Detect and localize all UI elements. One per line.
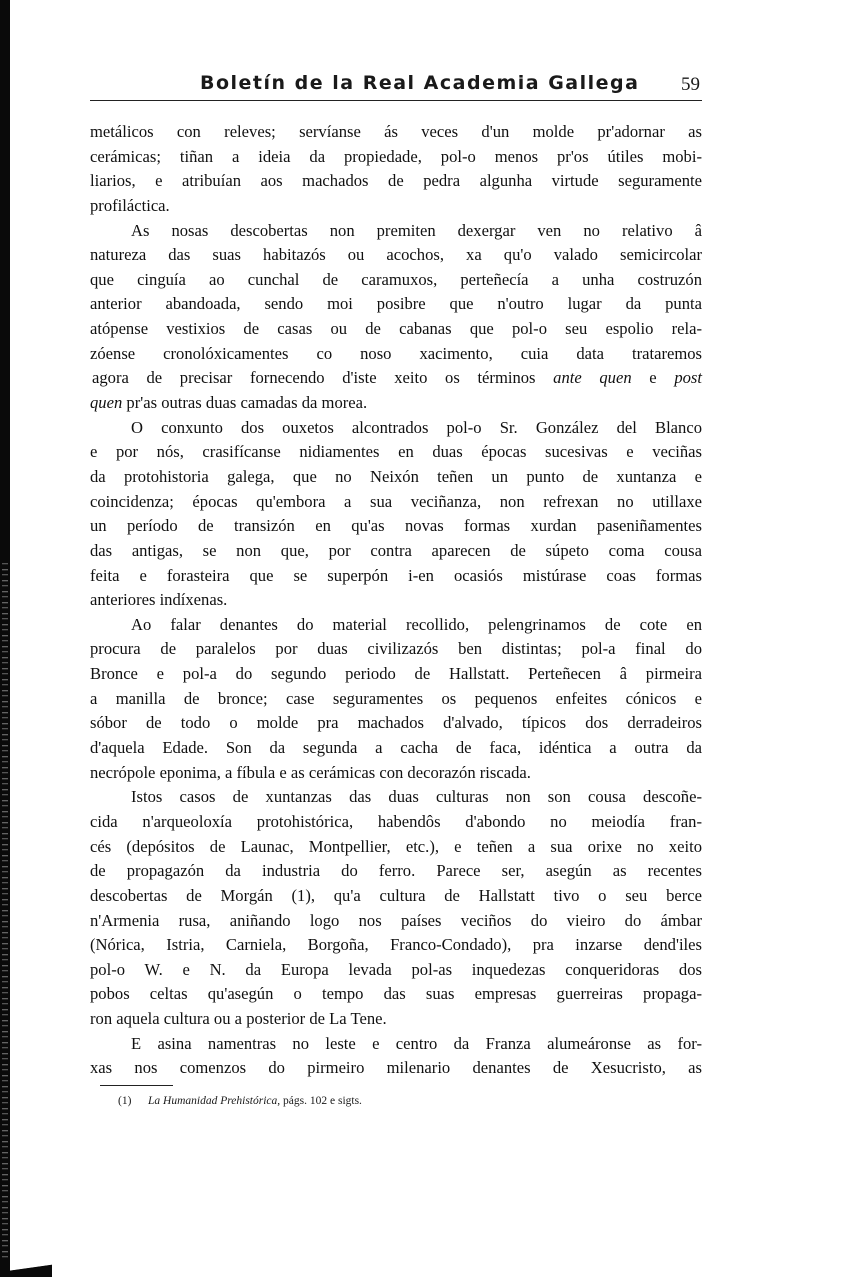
text-line: procura de paralelos por duas civilizazós ben distintas; pol-a final do bbox=[90, 639, 702, 659]
text-line: anteriores indíxenas. bbox=[90, 590, 228, 610]
text-line: das antigas, se non que, por contra aparecen de súpeto coma cousa bbox=[90, 540, 702, 560]
latin-term: quen bbox=[90, 393, 123, 413]
scan-corner-shadow bbox=[10, 1262, 52, 1277]
text-line: que cinguía ao cunchal de caramuxos, perteñecía a unha costruzón bbox=[90, 269, 702, 289]
text-line: cida n'arqueoloxía protohistórica, habendôs d'abondo no meiodía fran- bbox=[90, 811, 702, 831]
latin-term: post bbox=[674, 368, 702, 388]
text-line: metálicos con releves; servíanse ás veces d'un molde pr'adornar as bbox=[90, 122, 702, 141]
footnote-title: La Humanidad Prehistórica bbox=[148, 1095, 278, 1107]
latin-term: ante quen bbox=[553, 368, 632, 388]
text-line bbox=[90, 391, 702, 416]
text-line: pol-o W. e N. da Europa levada pol-as inquedezas conqueridoras dos bbox=[90, 959, 702, 979]
footnote-rule bbox=[100, 1085, 173, 1086]
text-run: pr'as outras duas camadas da morea. bbox=[122, 393, 368, 413]
text-line: de propagazón da industria do ferro. Parece ser, asegún as recentes bbox=[90, 861, 702, 881]
footnote bbox=[118, 1095, 362, 1107]
text-line: d'aquela Edade. Son da segunda a cacha de faca, idéntica a outra da bbox=[90, 738, 702, 758]
text-line: ron aquela cultura ou a posterior de La Tene. bbox=[90, 1009, 387, 1029]
text-line: cerámicas; tiñan a ideia da propiedade, pol-o menos pr'os útiles mobi- bbox=[90, 146, 702, 166]
paragraph-start-line: Istos casos de xuntanzas das duas culturas non son cousa descoñe- bbox=[131, 787, 702, 807]
text-line: da protohistoria galega, que no Neixón teñen un punto de xuntanza e bbox=[90, 466, 702, 486]
body-text bbox=[90, 120, 702, 1081]
text-line: descobertas de Morgán (1), qu'a cultura de Hallstatt tivo o seu berce bbox=[90, 885, 702, 905]
text-line: feita e forasteira que se superpón i-en ocasiós mistúrase coas formas bbox=[90, 565, 702, 585]
text-run: e bbox=[631, 368, 675, 388]
text-line: un período de transizón en qu'as novas formas xurdan paseniñamentes bbox=[90, 516, 702, 536]
text-line: e por nós, crasifícanse nidiamentes en duas épocas sucesivas e veciñas bbox=[90, 442, 702, 462]
text-line: coincidenza; épocas qu'embora a sua veciñanza, non refrexan no utillaxe bbox=[90, 491, 702, 511]
text-line: a manilla de bronce; case seguramentes os pequenos enfeites cónicos e bbox=[90, 688, 702, 708]
text-line: xas nos comenzos do pirmeiro milenario denantes de Xesucristo, as bbox=[90, 1058, 702, 1078]
text-line: Bronce e pol-a do segundo periodo de Hallstatt. Perteñecen â pirmeira bbox=[90, 664, 702, 684]
text-line: anterior abandoada, sendo moi posibre que n'outro lugar da punta bbox=[90, 294, 702, 314]
text-line: liarios, e atribuían aos machados de pedra algunha virtude seguramente bbox=[90, 171, 702, 191]
text-line: (Nórica, Istria, Carniela, Borgoña, Franco-Condado), pra inzarse dend'iles bbox=[90, 935, 702, 955]
paragraph-start-line: Ao falar denantes do material recollido, pelengrinamos de cote en bbox=[131, 614, 702, 634]
text-line: sóbor de todo o molde pra machados d'alvado, típicos dos derradeiros bbox=[90, 713, 702, 733]
text-line: profiláctica. bbox=[90, 195, 170, 215]
paragraph-start-line: E asina namentras no leste e centro da Franza alumeáronse as for- bbox=[131, 1033, 702, 1053]
text-run: agora de precisar fornecendo d'iste xeito os términos bbox=[92, 368, 554, 388]
journal-title: Boletín de la Real Academia Gallega bbox=[200, 72, 640, 94]
paragraph-start-line: O conxunto dos ouxetos alcontrados pol-o Sr. González del Blanco bbox=[131, 417, 702, 437]
paragraph-start-line: As nosas descobertas non premiten dexergar ven no relativo â bbox=[131, 220, 702, 240]
text-line: n'Armenia rusa, aniñando logo nos países veciños do vieiro do ámbar bbox=[90, 910, 702, 930]
scan-border-speckle bbox=[2, 560, 8, 1260]
footnote-citation: , págs. 102 e sigts. bbox=[277, 1095, 362, 1107]
text-line: zóense cronolóxicamentes co noso xacimento, cuia data trataremos bbox=[90, 343, 702, 363]
footnote-marker: (1) bbox=[118, 1095, 132, 1107]
running-header bbox=[90, 64, 702, 101]
text-line: necrópole eponima, a fíbula e as cerámicas con decorazón riscada. bbox=[90, 762, 531, 782]
text-line: cés (depósitos de Launac, Montpellier, etc.), e teñen a sua orixe no xeito bbox=[90, 836, 702, 856]
text-line: natureza das suas habitazós ou acochos, xa qu'o valado semicircolar bbox=[90, 245, 702, 265]
text-line bbox=[90, 366, 702, 391]
text-line: atópense vestixios de casas ou de cabanas que pol-o seu espolio rela- bbox=[90, 319, 702, 339]
text-line: pobos celtas qu'asegún o tempo das suas empresas guerreiras propaga- bbox=[90, 984, 702, 1004]
page-number: 59 bbox=[681, 74, 700, 95]
